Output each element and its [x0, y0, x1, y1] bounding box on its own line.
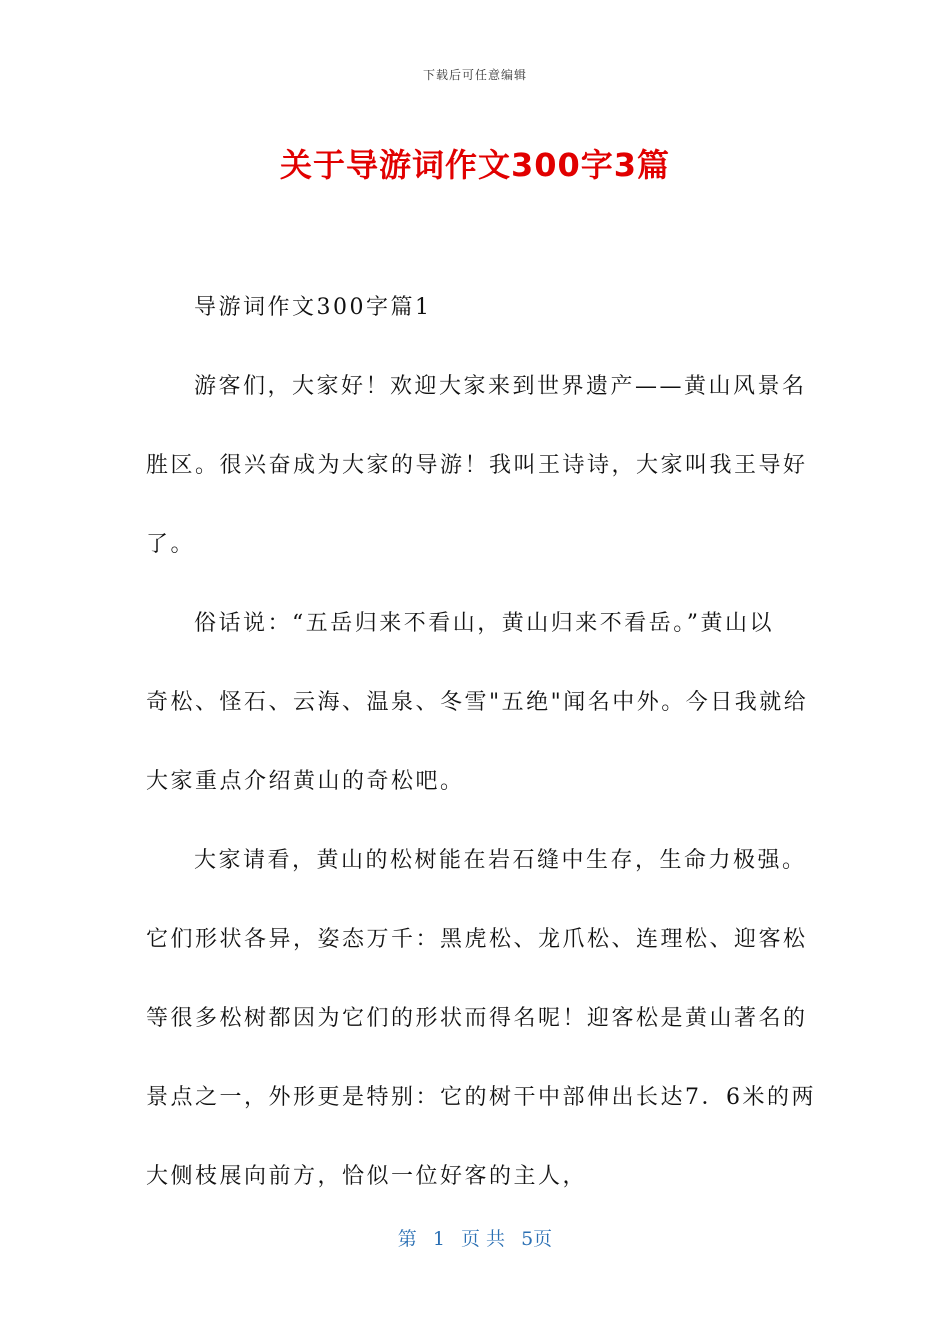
paragraph-line: 大家请看，黄山的松树能在岩石缝中生存，生命力极强。	[194, 848, 807, 873]
document-title: 关于导游词作文300字3篇	[279, 146, 671, 184]
footer-label-of: 页 共	[461, 1228, 506, 1250]
paragraph-line: 等很多松树都因为它们的形状而得名呢！迎客松是黄山著名的	[146, 1006, 808, 1031]
header-note: 下载后可任意编辑	[422, 68, 527, 82]
paragraph-line: 景点之一，外形更是特别：它的树干中部伸出长达7．6米的两	[146, 1085, 816, 1110]
footer-total-pages: 5页	[521, 1228, 553, 1250]
paragraph-line: 胜区。很兴奋成为大家的导游！我叫王诗诗，大家叫我王导好	[146, 453, 808, 478]
footer-current-page: 1	[432, 1228, 445, 1250]
paragraph-line: 它们形状各异，姿态万千：黑虎松、龙爪松、连理松、迎客松	[146, 927, 808, 952]
footer-label-page: 第	[397, 1228, 417, 1250]
paragraph-line: 奇松、怪石、云海、温泉、冬雪"五绝"闻名中外。今日我就给	[146, 690, 809, 715]
paragraph-line: 大侧枝展向前方，恰似一位好客的主人，	[146, 1164, 588, 1189]
paragraph-line: 大家重点介绍黄山的奇松吧。	[146, 769, 465, 794]
section-heading: 导游词作文300字篇1	[194, 295, 432, 320]
page-footer	[0, 1224, 950, 1251]
document-body	[146, 268, 816, 1216]
paragraph-line: 俗话说：“五岳归来不看山，黄山归来不看岳。”黄山以	[194, 611, 774, 636]
paragraph-line: 了。	[146, 532, 196, 557]
paragraph-line: 游客们，大家好！欢迎大家来到世界遗产——黄山风景名	[194, 374, 807, 399]
